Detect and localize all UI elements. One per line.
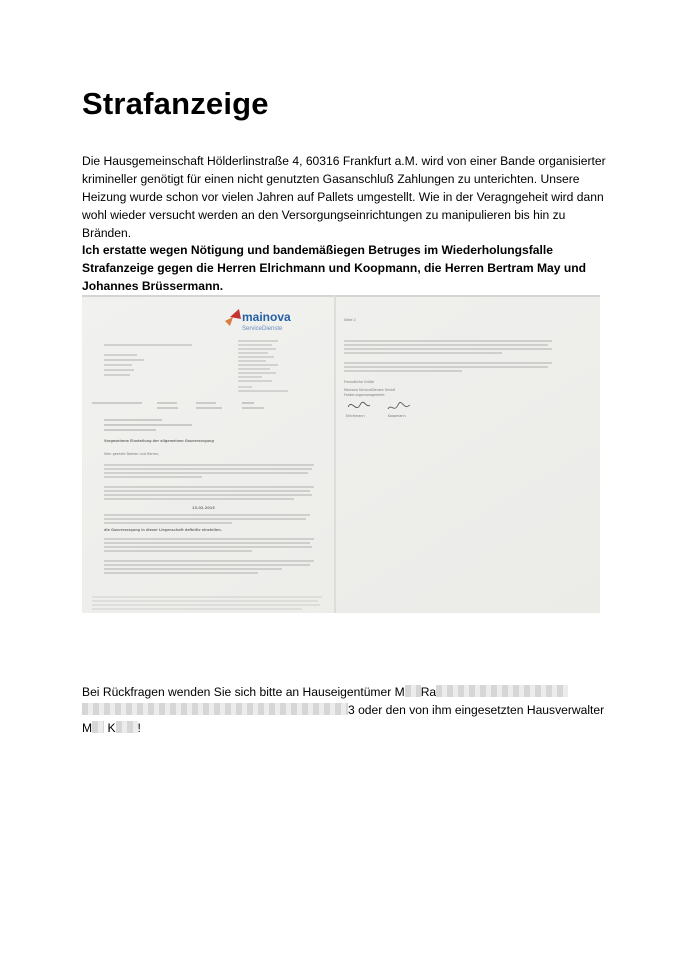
contact-text-6: ! (137, 721, 141, 735)
redaction-block (405, 685, 421, 697)
page2-closing: Freundliche Grüße (344, 380, 375, 384)
intro-paragraph: Die Hausgemeinschaft Hölderlinstraße 4, 60316 Frankfurt a.M. wird von einer Bande organisierter krimineller genötigt für einen nicht genutzten Gasanschluß Zahlungen zu unterichten. Unsere Heizung wurde schon vor vielen Jahren auf Pallets umgestellt. Wie in der Veragngeheit wird dann wohl wieder versucht werden an den Versorgungseinrichtungen zu manipulieren bis hin zu Bränden. (82, 154, 606, 240)
contact-text-1: Bei Rückfragen wenden Sie sich bitte an Hauseigentümer M (82, 685, 405, 699)
contact-text-5: K (107, 721, 116, 735)
letter-logo-text: mainova (242, 310, 291, 324)
scanned-letter-graphic (82, 295, 600, 613)
document-title: Strafanzeige (82, 86, 269, 121)
redaction-block (116, 721, 138, 733)
letter-subject: Vorgesehene Einstellung der allgemeinen Gasversorgung (104, 439, 214, 443)
letter-logo-sub: ServiceDienste (242, 326, 283, 332)
complaint-paragraph: Ich erstatte wegen Nötigung und bandemäßiegen Betruges im Wiederholungsfalle Strafanzeige gegen die Herren Elrichmann und Koopmann, die Herren Bertram May und Johannes Brüssermann. (82, 243, 587, 293)
redaction-block (436, 685, 568, 697)
letter-date: 13.02.2015 (192, 506, 215, 510)
page2-label: Seite 2 (344, 318, 356, 322)
contact-paragraph (82, 683, 612, 737)
page2-department: Forderungsmanagement (344, 393, 385, 397)
signer-1: Elrichmann (346, 414, 365, 418)
letter-notice: die Gasversorgung in dieser Liegenschaft definitiv einstellen. (104, 528, 222, 532)
page2-company: Mainova ServiceDienste GmbH (344, 388, 396, 392)
letter-salutation: Sehr geehrte Damen und Herren, (104, 452, 160, 456)
scanned-letter-image (82, 295, 600, 613)
redaction-block (92, 721, 104, 733)
contact-text-2: Ra (420, 685, 437, 699)
contact-text-3: 3 oder den von ihm eingesetzten Hausverwalter (348, 703, 605, 717)
redaction-block (82, 703, 348, 715)
signer-2: Koopmann (388, 414, 406, 418)
contact-text-4: M (82, 721, 93, 735)
